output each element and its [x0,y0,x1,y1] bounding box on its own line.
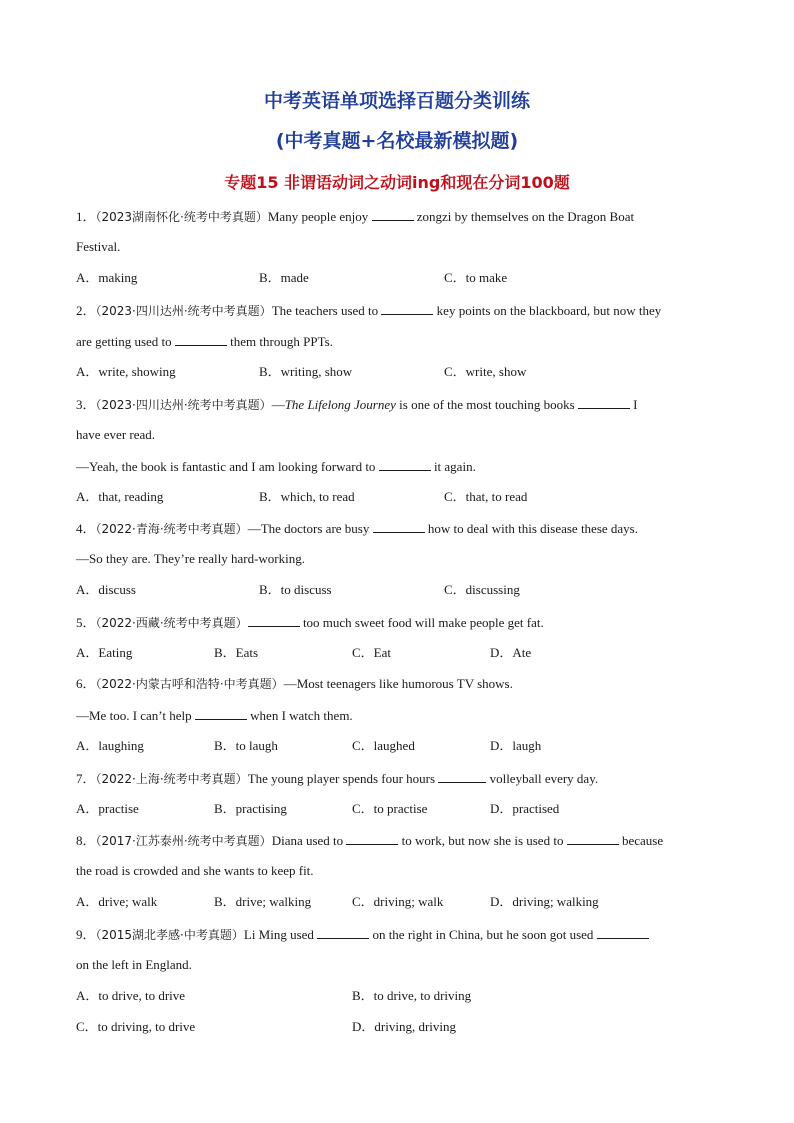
option-b: B．to laugh [214,738,278,753]
option-a: A．that, reading [76,489,164,504]
question-6-reply [76,707,353,724]
option-a: A．laughing [76,738,144,753]
option-a: A．discuss [76,582,136,597]
answer-blank [379,458,431,471]
option-d: D．laugh [490,738,542,753]
option-c: C．laughed [352,738,415,753]
question-source: （2022·西藏·统考中考真题） [95,616,248,630]
question-1-cont: Festival. [76,239,121,254]
option-d: D．Ate [490,645,532,660]
answer-blank [381,302,433,315]
option-b: B．to discuss [259,582,332,597]
question-3 [76,396,638,413]
question-number: 2． [76,303,96,318]
question-text: how to deal with this disease these days. [427,521,638,536]
option-c: C．to make [444,270,508,285]
question-1 [76,208,634,225]
question-text: The young player spends four hours [247,771,436,786]
question-text: on the right in China, but he soon got used [372,927,594,942]
option-a: A．practise [76,801,139,816]
option-a: A．write, showing [76,364,176,379]
option-b: B．practising [214,801,287,816]
question-3-cont: have ever read. [76,427,156,442]
question-text: too much sweet food will make people get fat. [302,615,544,630]
answer-blank [195,707,247,720]
option-a: A．to drive, to drive [76,988,186,1003]
option-d: D．driving; walking [490,894,599,909]
question-source: （2023·四川达州·统考中考真题） [95,398,272,412]
answer-blank [567,832,619,845]
question-5 [76,614,544,631]
question-number: 5． [76,615,96,630]
question-4-reply: —So they are. They’re really hard-working. [76,551,305,566]
question-2-cont [76,333,333,350]
question-8-cont: the road is crowded and she wants to keep fit. [76,863,314,878]
question-text: when I watch them. [250,708,353,723]
question-source: （2023湖南怀化·统考中考真题） [95,210,268,224]
option-a: A．making [76,270,138,285]
page-subtitle: (中考真题+名校最新模拟题) [275,130,519,152]
question-9 [76,926,649,943]
option-c: C．that, to read [444,489,528,504]
answer-blank [317,926,369,939]
question-number: 3． [76,397,96,412]
question-source: （2017·江苏泰州·统考中考真题） [95,834,272,848]
topic-title: 专题15 非谓语动词之动词ing和现在分词100题 [224,173,570,192]
answer-blank [248,614,300,627]
question-text: —Me too. I can’t help [76,708,192,723]
option-d: D．driving, driving [352,1019,456,1034]
answer-blank [438,770,486,783]
question-source: （2022·内蒙古呼和浩特·中考真题） [95,677,284,691]
question-text: —The doctors are busy [247,521,370,536]
question-text: are getting used to [76,334,172,349]
question-9-cont: on the left in England. [76,957,192,972]
question-number: 7． [76,771,96,786]
option-a: A．Eating [76,645,133,660]
answer-blank [373,520,425,533]
option-c: C．write, show [444,364,527,379]
option-c: C．driving; walk [352,894,444,909]
question-text: Many people enjoy [267,209,369,224]
option-c: C．to practise [352,801,428,816]
question-text: Li Ming used [243,927,314,942]
question-text: Diana used to [271,833,344,848]
page-title: 中考英语单项选择百题分类训练 [263,90,530,112]
question-text: key points on the blackboard, but now they [436,303,662,318]
answer-blank [372,208,414,221]
option-b: B．drive; walking [214,894,312,909]
question-number: 1． [76,209,96,224]
question-text: it again. [433,459,476,474]
option-b: B．to drive, to driving [352,988,472,1003]
question-number: 6． [76,676,96,691]
question-text: because [621,833,664,848]
question-text: —Most teenagers like humorous TV shows. [283,676,513,691]
answer-blank [175,333,227,346]
question-source: （2022·青海·统考中考真题） [95,522,248,536]
question-3-reply [76,458,476,475]
answer-blank [578,396,630,409]
option-d: D．practised [490,801,560,816]
question-source: （2022·上海·统考中考真题） [95,772,248,786]
question-source: （2023·四川达州·统考中考真题） [95,304,272,318]
question-dash: — [271,397,285,412]
question-text: to work, but now she is used to [401,833,564,848]
option-b: B．Eats [214,645,259,660]
question-6 [76,676,513,692]
answer-blank [597,926,649,939]
option-b: B．which, to read [259,489,355,504]
question-text: —Yeah, the book is fantastic and I am looking forward to [76,459,376,474]
question-text: I [633,397,638,412]
question-7 [76,770,598,787]
question-text: is one of the most touching books [399,397,575,412]
option-b: B．writing, show [259,364,353,379]
option-c: C．Eat [352,645,391,660]
option-a: A．drive; walk [76,894,158,909]
question-text: The teachers used to [271,303,379,318]
option-c: C．to driving, to drive [76,1019,196,1034]
question-4 [76,520,638,537]
question-text: volleyball every day. [489,771,599,786]
question-text: zongzi by themselves on the Dragon Boat [416,209,635,224]
option-b: B．made [259,270,309,285]
question-text: them through PPTs. [230,334,333,349]
question-number: 8． [76,833,96,848]
book-title: The Lifelong Journey [284,397,396,412]
question-2 [76,302,661,319]
question-number: 4． [76,521,96,536]
question-source: （2015湖北孝感·中考真题） [95,928,244,942]
question-8 [76,832,663,849]
question-number: 9． [76,927,96,942]
option-c: C．discussing [444,582,520,597]
answer-blank [346,832,398,845]
